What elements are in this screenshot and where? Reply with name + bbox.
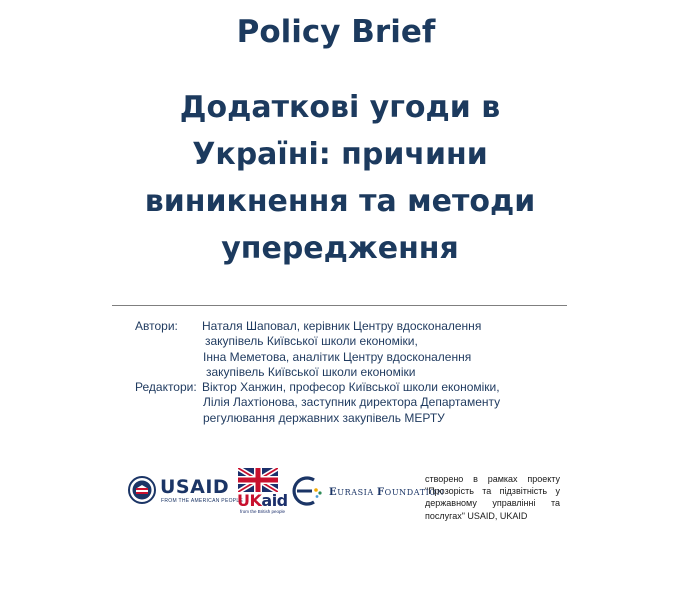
title-line: Україні: причини xyxy=(192,137,488,172)
ukaid-logo xyxy=(237,491,288,510)
title-line: упередження xyxy=(221,231,459,266)
eurasia-word-rest: URASIA xyxy=(337,488,374,497)
usaid-tagline: FROM THE AMERICAN PEOPLE xyxy=(161,498,244,504)
document-title xyxy=(120,84,560,272)
editor-line: Лілія Лахтіонова, заступник директора Департаменту xyxy=(203,395,501,410)
editor-line: Віктор Ханжин, професор Київської школи економіки, xyxy=(202,380,500,395)
ukaid-logo-aid: aid xyxy=(261,491,288,510)
authors-label: Автори: xyxy=(135,319,178,333)
policy-brief-label: Policy Brief xyxy=(236,14,436,50)
author-line: закупівель Київської школи економіки, xyxy=(205,334,418,349)
ukaid-tagline: from the British people xyxy=(240,509,286,514)
editors-label: Редактори: xyxy=(135,380,197,395)
project-note-line: створено в рамках проекту xyxy=(425,474,560,484)
author-line: Наталя Шаповал, керівник Центру вдосконалення xyxy=(202,319,482,333)
project-note-line: державному управлінні та xyxy=(425,498,560,509)
editor-line: регулювання державних закупівель МЕРТУ xyxy=(203,410,445,425)
eurasia-initial-f: F xyxy=(376,487,385,498)
union-jack-icon xyxy=(238,468,278,492)
project-note-line: послугах" USAID, UKAID xyxy=(425,510,528,521)
project-note xyxy=(425,473,560,522)
partner-logos xyxy=(0,466,687,526)
usaid-seal-icon xyxy=(128,476,156,504)
ukaid-logo-uk: UK xyxy=(237,491,262,510)
section-divider xyxy=(112,305,567,306)
eurasia-foundation-emblem-icon xyxy=(288,473,324,509)
foundation-word-rest: OUNDATION xyxy=(384,488,445,497)
eurasia-initial-e: E xyxy=(329,487,338,498)
author-line: Інна Меметова, аналітик Центру вдосконалення xyxy=(203,349,472,364)
title-line: виникнення та методи xyxy=(144,184,536,219)
usaid-logo: USAID xyxy=(160,476,230,498)
title-line: Додаткові угоди в xyxy=(179,90,501,125)
author-line: закупівель Київської школи економіки xyxy=(206,364,416,379)
project-note-line: "Прозорість та підзвітність у xyxy=(425,486,560,497)
